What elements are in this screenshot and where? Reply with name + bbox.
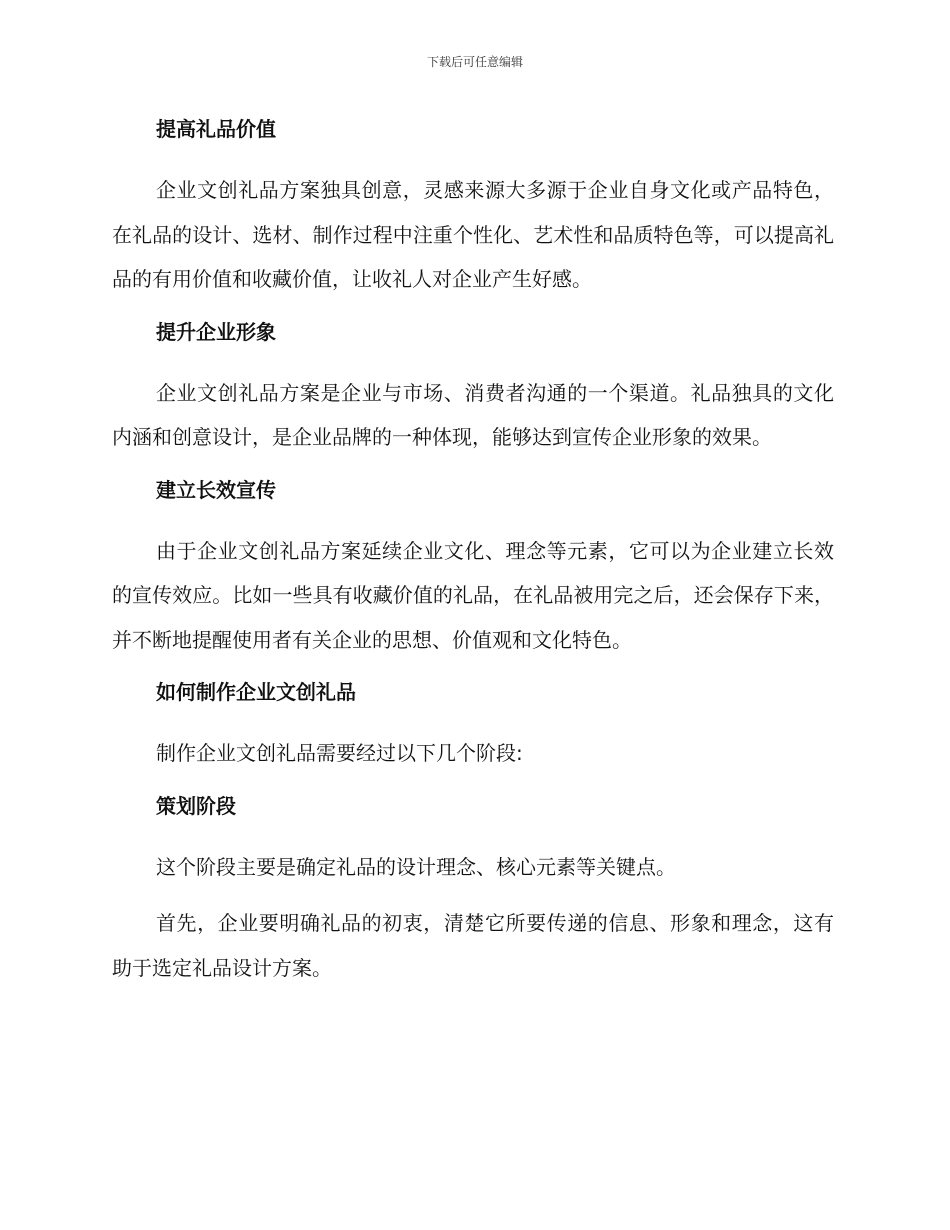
- section-heading: 提高礼品价值: [156, 117, 276, 141]
- document-body: [112, 111, 834, 1002]
- section-heading: 提升企业形象: [156, 319, 276, 344]
- paragraph: 制作企业文创礼品需要经过以下几个阶段:: [156, 741, 523, 765]
- paragraph: 企业文创礼品方案独具创意，灵感来源大多源于企业自身文化或产品特色，在礼品的设计、选材、制作过程中注重个性化、艺术性和品质特色等，可以提高礼品的有用价值和收藏价值，让收礼人对企业产生好感。: [112, 178, 834, 291]
- paragraph: 由于企业文创礼品方案延续企业文化、理念等元素，它可以为企业建立长效的宣传效应。比如一些具有收藏价值的礼品，在礼品被用完之后，还会保存下来，并不断地提醒使用者有关企业的思想、价值观和文化特色。: [112, 538, 834, 652]
- page-header: 下载后可任意编辑: [426, 55, 523, 69]
- section-heading: 建立长效宣传: [156, 477, 276, 502]
- paragraph: 这个阶段主要是确定礼品的设计理念、核心元素等关键点。: [156, 854, 676, 879]
- paragraph: 企业文创礼品方案是企业与市场、消费者沟通的一个渠道。礼品独具的文化内涵和创意设计，是企业品牌的一种体现，能够达到宣传企业形象的效果。: [112, 380, 834, 449]
- paragraph: 首先，企业要明确礼品的初衷，清楚它所要传递的信息、形象和理念，这有助于选定礼品设计方案。: [112, 911, 834, 980]
- section-heading: 策划阶段: [156, 793, 236, 818]
- section-heading: 如何制作企业文创礼品: [156, 680, 356, 704]
